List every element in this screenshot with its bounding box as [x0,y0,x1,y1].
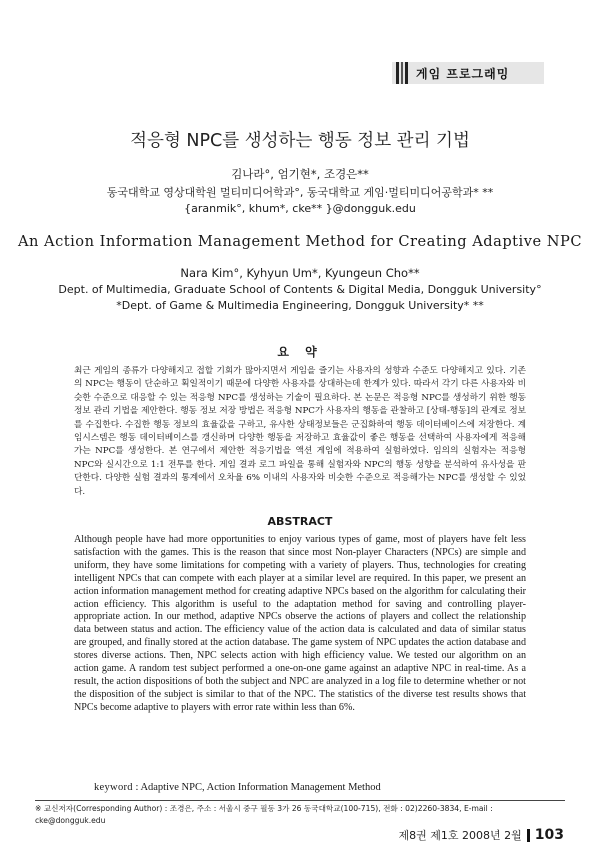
abstract-korean: 최근 게임의 종류가 다양해지고 접할 기회가 많아지면서 게임을 즐기는 사용자의 성향과 수준도 다양해지고 있다. 기존의 NPC는 행동이 단순하고 획일적이기 때문에 다양한 사용자를 상대하는데 한계가 있다. 따라서 각기 다른 사용자와 비슷한 수준으로 대응할 수 있는 적응형 NPC를 생성하는 기술이 필요하다. 본 논문은 적응형 NPC를 생성하기 위한 행동 정보 관리 기법을 제안한다. 행동 정보 저장 방법은 적응형 NPC가 사용자의 행동을 관찰하고 [상태-행동]의 관계로 정보를 수집한다. 수집한 행동 정보의 효율값을 구하고, 유사한 상태정보들은 군집화하여 행동 데이터베이스에 저장한다. 계임시스템은 행동 데이터베이스를 갱신하며 다양한 행동을 저장하고 효율값이 좋은 행동을 선택하여 사용자에게 적응해가는 NPC를 생성한다. 본 연구에서 제안한 적응기법을 액션 게임에 적용하여 실험하였다. 임의의 실험자는 적응형 NPC와 실시간으로 1:1 전투를 한다. 게임 결과 로그 파일을 통해 실험자와 NPC의 행동 성향을 분석하여 유사성을 판단한다. 다양한 실험 결과의 통계에서 오차율 6% 이내의 사용자와 비슷한 수준으로 적응해가는 NPC를 생성할 수 있었다. [74,366,526,497]
abstract-english: Although people have had more opportunities to enjoy various types of game, most of players have felt less satisfaction with the games. This is the reason that since most Non-player Characters (NPCs) are simple and uniform, they have some limitations for competing with a variety of players. Thus, technologies for creating intelligent NPCs that can compete with each player at a similar level are required. In this paper, we present an action information management method for creating adaptive NPCs based on the algorithm for calculating their action efficiency. This algorithm is useful to the adaptation method for saving and controlling player-appropriate action. In our method, adaptive NPCs observe the actions of players and collect the relationship data between status and action. The efficiency value of the action data is calculated and data of similar status are grouped, and finally stored at the action database. The game system of NPC updates the action database and stores diverse actions. Then, NPC selects action with high efficiency value. We tested our algorithm on an action game. A random test subject performed a one-on-one game against an adaptive NPC in real-time. As a result, the action dispositions of both the subject and NPC are analyzed in a log file to determine whether or not the disposition of the subject is similar to that of the NPC. The statistics of the diverse test results shows that NPCs become adaptive to players with error rate within less than 6%. [74,534,526,713]
affiliation-english-2: *Dept. of Game & Multimedia Engineering, Dongguk University* ** [116,299,484,312]
affiliation-english-1: Dept. of Multimedia, Graduate School of Contents & Digital Media, Dongguk University° [58,283,542,296]
page-footer [399,827,564,843]
paper-title-english: An Action Information Management Method for Creating Adaptive NPC [17,233,582,250]
footnote-divider [35,800,565,801]
section-tag [392,62,544,84]
keywords-label: keyword [94,782,133,793]
footer-bar-icon [527,829,530,842]
issue-info: 제8권 제1호 2008년 2월 [398,829,522,842]
keywords-text: Adaptive NPC, Action Information Management Method [140,782,381,793]
section-bars-icon [396,62,408,84]
abstract-korean-heading: 요 약 [277,345,323,359]
section-label: 게임 프로그래밍 [416,66,510,81]
abstract-english-heading: ABSTRACT [267,515,333,528]
authors-english: Nara Kim°, Kyhyun Um*, Kyungeun Cho** [180,266,420,280]
affiliation-korean: 동국대학교 영상대학원 멀티미디어학과°, 동국대학교 게임·멀티미디어공학과* ** [106,186,494,199]
authors-korean: 김나라°, 엄기현*, 조경은** [231,167,369,181]
author-emails: {aranmik°, khum*, cke** }@dongguk.edu [184,202,416,215]
paper-title-korean: 적응형 NPC를 생성하는 행동 정보 관리 기법 [130,131,470,151]
corresponding-author-footnote: ※ 교신저자(Corresponding Author) : 조경은, 주소 : 서울시 중구 필동 3가 26 동국대학교(100-715), 전화 : 02)2260-3834, E-mail : cke@dongguk.edu [35,804,493,825]
keywords-line: keyword : Adaptive NPC, Action Information Management Method [94,782,381,793]
page-number: 103 [534,827,564,843]
